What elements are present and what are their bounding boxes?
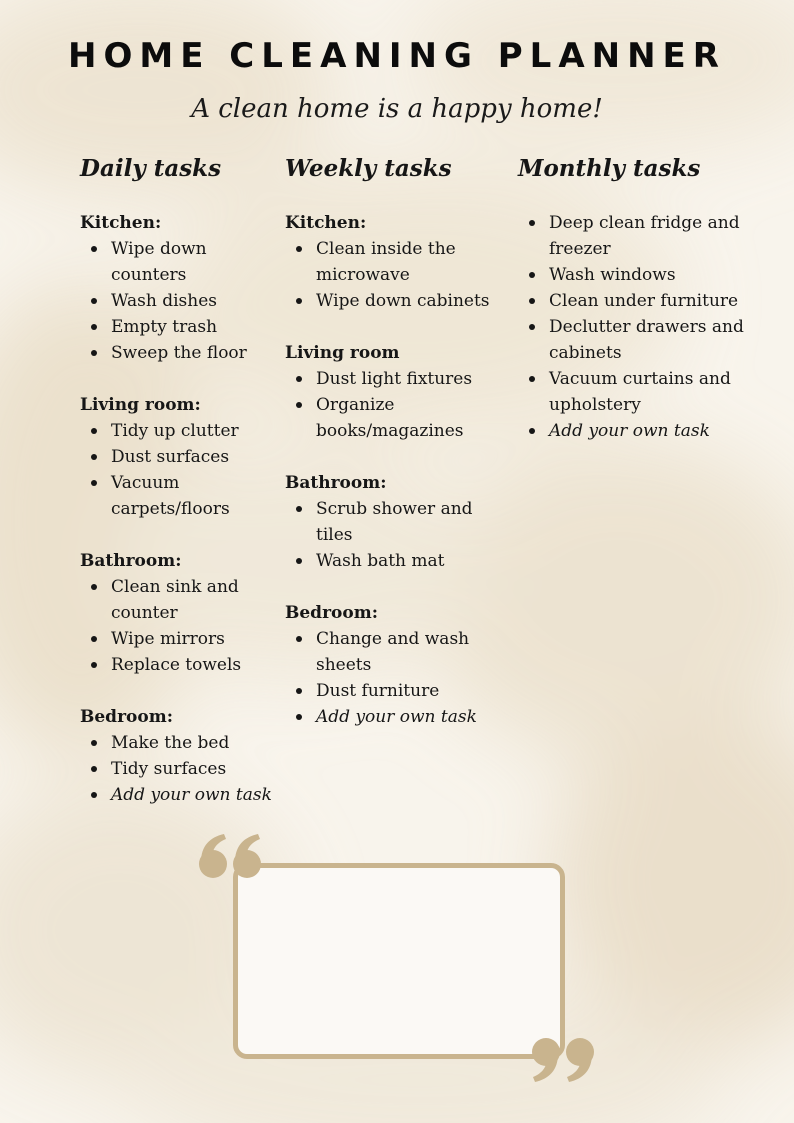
weekly-bathroom-list <box>285 496 510 574</box>
daily-living-room-heading: Living room: <box>80 395 201 415</box>
task-item: Scrub shower and tiles <box>285 496 510 548</box>
quote-box <box>233 863 565 1059</box>
weekly-kitchen-list <box>285 236 510 314</box>
weekly-bathroom-heading: Bathroom: <box>285 473 387 493</box>
daily-bedroom-list <box>80 730 280 808</box>
add-own-task-placeholder: Add your own task <box>285 704 510 730</box>
daily-living-room-list <box>80 418 280 522</box>
close-quote-icon <box>527 1034 595 1084</box>
monthly-tasks-column <box>518 154 748 470</box>
task-item: Declutter drawers and cabinets <box>518 314 748 366</box>
task-item: Dust furniture <box>285 678 510 704</box>
daily-tasks-heading: Daily tasks <box>80 155 222 182</box>
task-item: Wash windows <box>518 262 748 288</box>
task-item: Vacuum carpets/floors <box>80 470 280 522</box>
task-item: Tidy up clutter <box>80 418 280 444</box>
add-own-task-placeholder: Add your own task <box>518 418 748 444</box>
task-item: Vacuum curtains and upholstery <box>518 366 748 418</box>
task-item: Sweep the floor <box>80 340 280 366</box>
weekly-bedroom-heading: Bedroom: <box>285 603 378 623</box>
task-item: Wash bath mat <box>285 548 510 574</box>
weekly-bedroom-list <box>285 626 510 730</box>
weekly-living-room-list <box>285 366 510 444</box>
weekly-tasks-heading: Weekly tasks <box>285 155 452 182</box>
task-item: Clean under furniture <box>518 288 748 314</box>
weekly-kitchen-heading: Kitchen: <box>285 213 367 233</box>
weekly-tasks-column <box>285 154 510 756</box>
daily-kitchen-heading: Kitchen: <box>80 213 162 233</box>
weekly-living-room-heading: Living room <box>285 343 400 363</box>
task-item: Wipe down cabinets <box>285 288 510 314</box>
task-item: Make the bed <box>80 730 280 756</box>
task-item: Dust surfaces <box>80 444 280 470</box>
daily-kitchen-list <box>80 236 280 366</box>
task-item: Clean sink and counter <box>80 574 280 626</box>
daily-bathroom-list <box>80 574 280 678</box>
page-title: HOME CLEANING PLANNER <box>68 36 726 76</box>
task-item: Deep clean fridge and freezer <box>518 210 748 262</box>
daily-bathroom-heading: Bathroom: <box>80 551 182 571</box>
task-item: Wash dishes <box>80 288 280 314</box>
task-item: Empty trash <box>80 314 280 340</box>
monthly-tasks-heading: Monthly tasks <box>518 155 701 182</box>
task-item: Wipe mirrors <box>80 626 280 652</box>
task-item: Organize books/magazines <box>285 392 510 444</box>
daily-tasks-column <box>80 154 280 834</box>
page-subtitle: A clean home is a happy home! <box>191 94 603 124</box>
task-item: Wipe down counters <box>80 236 280 288</box>
task-item: Change and wash sheets <box>285 626 510 678</box>
task-item: Replace towels <box>80 652 280 678</box>
task-item: Dust light fixtures <box>285 366 510 392</box>
add-own-task-placeholder: Add your own task <box>80 782 280 808</box>
open-quote-icon <box>198 832 266 882</box>
daily-bedroom-heading: Bedroom: <box>80 707 173 727</box>
monthly-task-list <box>518 210 748 444</box>
task-item: Clean inside the microwave <box>285 236 510 288</box>
task-item: Tidy surfaces <box>80 756 280 782</box>
